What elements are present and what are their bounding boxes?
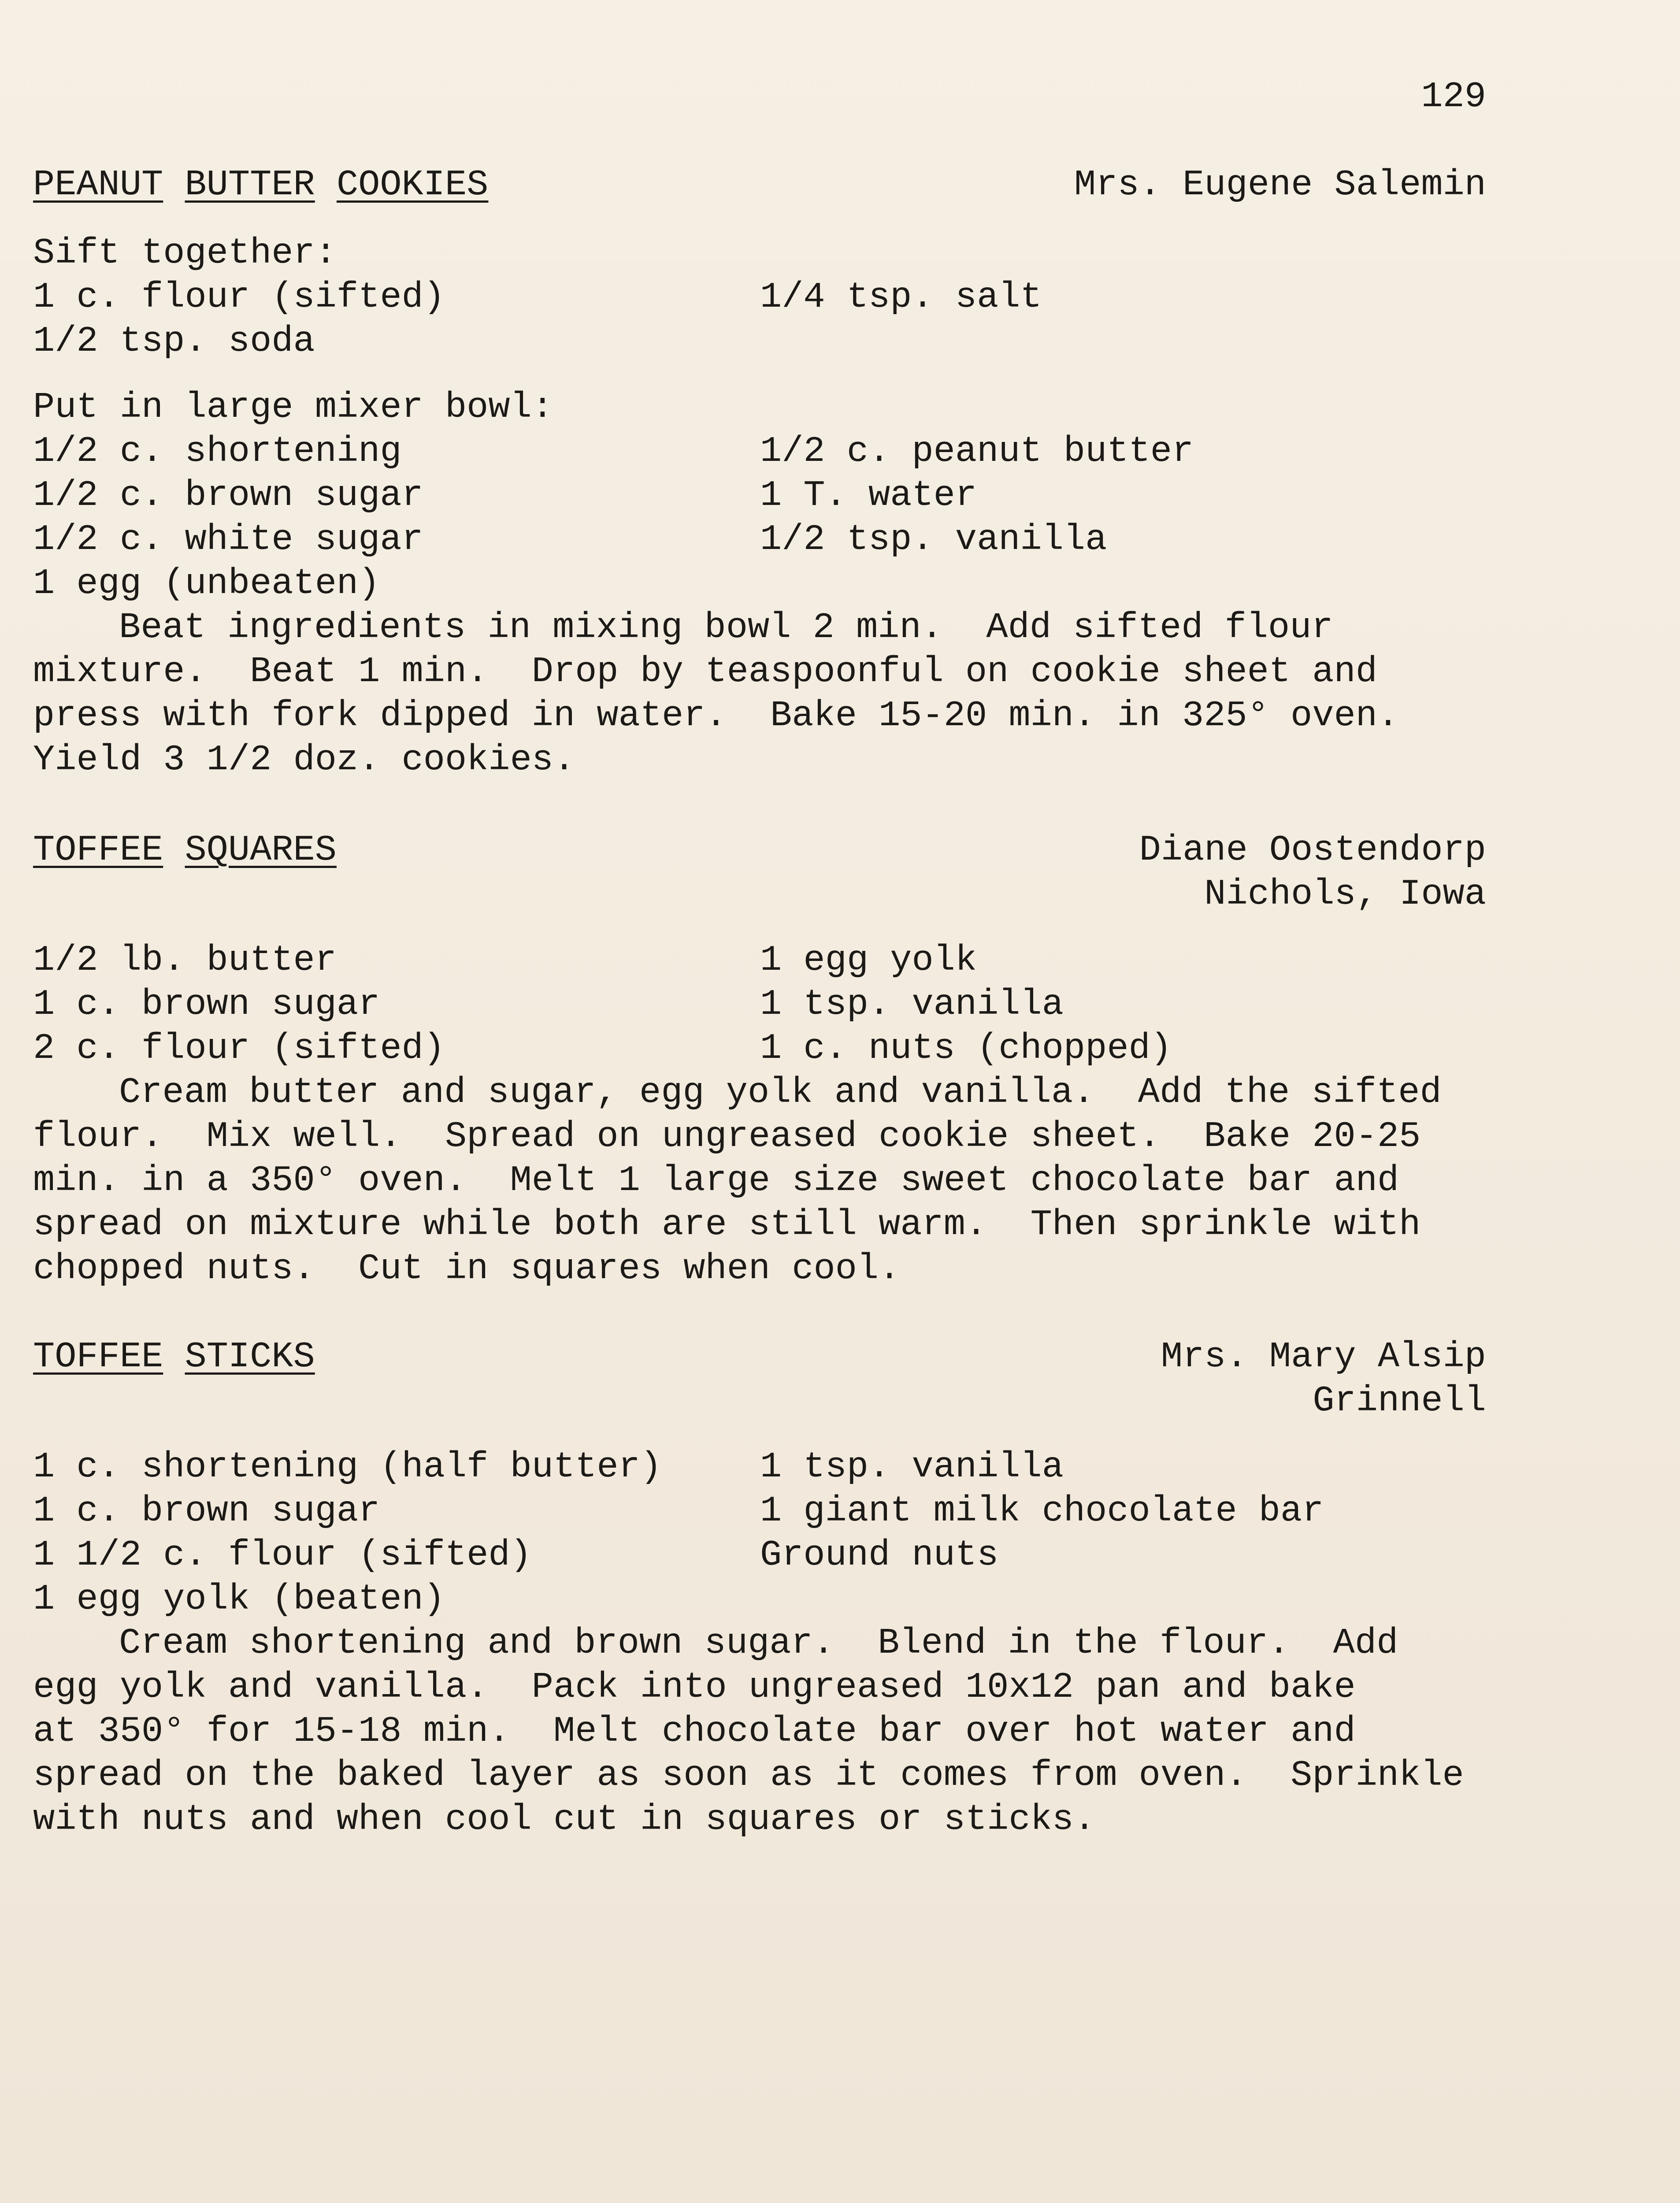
directions-line: at 350° for 15-18 min. Melt chocolate bar over hot water and [33,1711,1356,1752]
directions-line: spread on mixture while both are still warm. Then sprinkle with [33,1204,1421,1245]
ingredient-line: 1 c. brown sugar [33,984,380,1025]
directions-line: Cream butter and sugar, egg yolk and vanilla. Add the sifted [119,1072,1442,1113]
directions-line: mixture. Beat 1 min. Drop by teaspoonful on cookie sheet and [33,651,1377,692]
ingredient-line: 1 giant milk chocolate bar [760,1491,1324,1532]
recipe-author: Mrs. Mary Alsip [1161,1336,1486,1377]
ingredient-line: 1 tsp. vanilla [760,984,1064,1025]
ingredient-line: 1 egg yolk [760,940,977,981]
ingredient-line: 1 1/2 c. flour (sifted) [33,1535,532,1576]
ingredient-line: Ground nuts [760,1535,999,1576]
recipe-title-toffee-sticks: TOFFEE STICKS [33,1336,315,1377]
ingredient-line: 1 c. shortening (half butter) [33,1446,662,1487]
recipe-title-toffee-squares: TOFFEE SQUARES [33,830,337,871]
ingredient-line: 1 egg yolk (beaten) [33,1579,445,1620]
ingredient-line: 1/4 tsp. salt [760,277,1042,318]
directions-line: spread on the baked layer as soon as it comes from oven. Sprinkle [33,1755,1464,1796]
ingredient-line: 1/2 c. peanut butter [760,431,1194,472]
ingredient-line: 1 T. water [760,475,977,516]
ingredient-line: Put in large mixer bowl: [33,387,553,428]
directions-line: min. in a 350° oven. Melt 1 large size sweet chocolate bar and [33,1160,1399,1201]
ingredient-line: 2 c. flour (sifted) [33,1028,445,1069]
ingredient-line: 1/2 lb. butter [33,940,337,981]
ingredient-line: 1 tsp. vanilla [760,1446,1064,1487]
directions-line: Beat ingredients in mixing bowl 2 min. Add sifted flour [119,607,1333,648]
directions-line: press with fork dipped in water. Bake 15-20 min. in 325° oven. [33,695,1399,736]
ingredient-line: 1 c. brown sugar [33,1491,380,1532]
directions-line: Cream shortening and brown sugar. Blend in the flour. Add [119,1623,1398,1664]
page-number: 129 [1421,76,1486,117]
ingredient-line: Sift together: [33,233,337,274]
recipe-author-location: Nichols, Iowa [1204,874,1486,915]
ingredient-line: 1/2 c. white sugar [33,519,423,560]
ingredient-line: 1/2 c. shortening [33,431,402,472]
recipe-author: Mrs. Eugene Salemin [1074,164,1486,205]
recipe-author: Diane Oostendorp [1139,830,1486,871]
recipe-title-peanut-butter-cookies: PEANUT BUTTER COOKIES [33,164,489,205]
ingredient-line: 1 egg (unbeaten) [33,563,380,604]
ingredient-line: 1/2 tsp. vanilla [760,519,1107,560]
ingredient-line: 1 c. nuts (chopped) [760,1028,1172,1069]
recipe-author-location: Grinnell [1313,1380,1486,1421]
directions-line: Yield 3 1/2 doz. cookies. [33,739,575,780]
directions-line: egg yolk and vanilla. Pack into ungreased 10x12 pan and bake [33,1667,1356,1708]
directions-line: with nuts and when cool cut in squares or sticks. [33,1799,1096,1840]
directions-line: chopped nuts. Cut in squares when cool. [33,1248,901,1289]
ingredient-line: 1 c. flour (sifted) [33,277,445,318]
ingredient-line: 1/2 c. brown sugar [33,475,423,516]
directions-line: flour. Mix well. Spread on ungreased cookie sheet. Bake 20-25 [33,1116,1421,1157]
ingredient-line: 1/2 tsp. soda [33,321,315,362]
